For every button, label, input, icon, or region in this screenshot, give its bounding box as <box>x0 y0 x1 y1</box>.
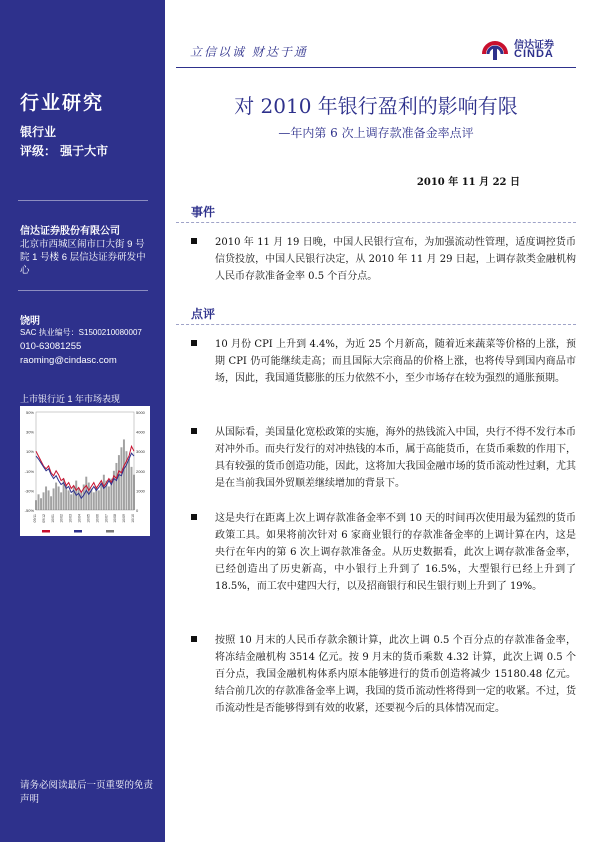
volume-bar <box>118 455 120 510</box>
volume-bar <box>40 498 42 510</box>
volume-bar <box>78 488 80 510</box>
legend-swatch <box>42 530 50 533</box>
volume-bar <box>80 492 82 510</box>
volume-bar <box>85 477 87 510</box>
volume-bar <box>131 467 133 510</box>
section-rule <box>176 324 576 325</box>
company-name: 信达证券股份有限公司 <box>20 226 120 237</box>
report-subtitle: —年内第 6 次上调存款准备金率点评 <box>278 126 474 140</box>
volume-bar <box>43 492 45 510</box>
section-rule <box>176 222 576 223</box>
cinda-logo-icon <box>480 36 510 62</box>
volume-bar <box>108 486 110 510</box>
logo-text-cn: 信达证券 <box>514 40 554 51</box>
x-tick-label: 10/06 <box>95 514 100 523</box>
x-tick-label: 09/12 <box>41 514 46 523</box>
section-heading-comment: 点评 <box>191 307 216 321</box>
analyst-phone: 010-63081255 <box>20 341 82 352</box>
bullet-square-icon <box>191 238 197 244</box>
volume-bar <box>115 463 117 510</box>
x-tick-label: 10/09 <box>122 514 127 523</box>
volume-bar <box>70 494 72 510</box>
comment-paragraph: 按照 10 月末的人民币存款余额计算，此次上调 0.5 个百分点的存款准备金率，将冻结金融机构 3514 亿元。按 9 月末的货币乘数 4.32 计算，此次上调 0.5 个百分点，我国金融机构体系内原本能够进行的货币创造将减少 15180.48 亿元。结合前几次的存款准备金率上调，我国的货币流动性将得到一定的收紧。不过，货币流动性是否能够得到有效的收紧，还要视今后的具体情况而定。 <box>191 632 576 717</box>
analyst-email[interactable]: raoming@cindasc.com <box>20 355 117 366</box>
x-tick-label: 10/05 <box>86 514 91 523</box>
y-tick-label-right: 2000 <box>136 468 145 474</box>
legend-swatch <box>106 530 114 533</box>
rating-label: 评级： 强于大市 <box>20 144 109 158</box>
industry-label: 银行业 <box>20 125 57 139</box>
legend-swatch <box>74 530 82 533</box>
volume-bar <box>128 459 130 510</box>
sidebar <box>0 0 165 842</box>
volume-bar <box>60 492 62 510</box>
comment-paragraph: 这是央行在距离上次上调存款准备金率不到 10 天的时间再次使用最为猛烈的货币政策工具。如果将前次针对 6 家商业银行的存款准备金率的上调计算在内，这是央行在年内的第 6 次上调存款准备金。从历史数据看，此次上调存款准备金率，已经创造出了历史新高，中小银行上升到了 16.5%，大型银行已经上升到了 18.5%，而工农中建四大行，以及招商银行和民生银行则上升到了 19%。 <box>191 510 576 595</box>
y-tick-label-right: 1000 <box>136 488 145 494</box>
sidebar-divider <box>18 290 148 291</box>
y-tick-label-right: 3000 <box>136 449 145 455</box>
x-tick-label: 10/03 <box>68 514 73 523</box>
chart-title: 上市银行近 1 年市场表现 <box>20 394 121 404</box>
sidebar-divider <box>18 200 148 201</box>
volume-bar <box>93 492 95 510</box>
volume-bar <box>88 483 90 510</box>
comment-paragraph: 从国际看，美国量化宽松政策的实施，海外的热钱流入中国，央行不得不发行本币对冲外币。而央行发行的对冲热钱的本币，属于高能货币，在货币乘数的作用下，具有较强的货币创造功能，因此，这将加大我国金融市场的货币流动性过剩，尤其是在当前我国外贸顺差继续增加的背景下。 <box>191 424 576 492</box>
section-heading-event: 事件 <box>191 205 216 219</box>
comment-paragraph: 10 月份 CPI 上升到 4.4%，为近 25 个月新高，随着近来蔬菜等价格的上涨，预期 CPI 仍可能继续走高；而且国际大宗商品的价格上涨，也将传导到国内商品市场，因此，我国通货膨胀的压力依然不小，至少市场存在较为强烈的通胀预期。 <box>191 336 576 387</box>
x-tick-label: 10/08 <box>113 514 118 523</box>
y-tick-label-left: 50% <box>25 410 34 415</box>
x-tick-label: 10/01 <box>50 514 55 523</box>
volume-bar <box>98 490 100 510</box>
analyst-name: 饶明 <box>20 316 40 327</box>
report-date: 2010 年 11 月 22 日 <box>416 177 520 188</box>
volume-bar <box>103 475 105 510</box>
y-tick-label-left: 10% <box>25 449 34 455</box>
volume-bar <box>38 494 40 510</box>
disclaimer-note: 请务必阅读最后一页重要的免责声明 <box>20 780 154 805</box>
report-title: 对 2010 年银行盈利的影响有限 <box>234 94 518 118</box>
x-tick-label: 10/10 <box>131 514 135 523</box>
x-tick-label: 09/11 <box>33 514 37 523</box>
volume-bar <box>53 488 55 510</box>
report-type: 行业研究 <box>20 92 105 114</box>
volume-bar <box>120 447 122 510</box>
y-tick-label-left: -10% <box>24 468 34 474</box>
y-tick-label-left: -30% <box>24 488 34 494</box>
bullet-square-icon <box>191 636 197 642</box>
volume-bar <box>68 490 70 510</box>
bullet-square-icon <box>191 340 197 346</box>
volume-bar <box>133 475 135 510</box>
company-address: 北京市西城区闹市口大街 9 号院 1 号楼 6 层信达证券研发中心 <box>20 239 146 276</box>
y-tick-label-right: 4000 <box>136 429 145 435</box>
y-tick-label-right: 5000 <box>136 410 145 415</box>
x-tick-label: 10/04 <box>77 514 82 523</box>
header-rule <box>176 67 576 68</box>
volume-bar <box>45 486 47 510</box>
x-tick-label: 10/07 <box>104 514 109 523</box>
analyst-sac-number: SAC 执业编号：S1500210080007 <box>20 328 142 337</box>
logo-text-en: CINDA <box>514 48 554 60</box>
volume-bar <box>48 490 50 510</box>
event-paragraph: 2010 年 11 月 19 日晚，中国人民银行宣布，为加强流动性管理，适度调控货币信贷投放，中国人民银行决定，从 2010 年 11 月 29 日起，上调存款类金融机构人民币存款准备金率 0.5 个百分点。 <box>191 234 576 285</box>
volume-bar <box>58 486 60 510</box>
company-slogan: 立信以诚 财达于通 <box>190 45 308 59</box>
bullet-square-icon <box>191 428 197 434</box>
y-tick-label-right: 0 <box>136 508 139 513</box>
volume-bar <box>55 483 57 510</box>
y-tick-label-left: -50% <box>24 508 34 513</box>
volume-bar <box>50 496 52 510</box>
volume-bar <box>35 500 37 510</box>
company-logo <box>480 36 580 62</box>
x-tick-label: 10/02 <box>59 514 64 523</box>
volume-bar <box>100 483 102 510</box>
volume-bar <box>123 439 125 510</box>
y-tick-label-left: 30% <box>25 429 34 435</box>
bullet-square-icon <box>191 514 197 520</box>
market-performance-chart <box>20 406 150 536</box>
